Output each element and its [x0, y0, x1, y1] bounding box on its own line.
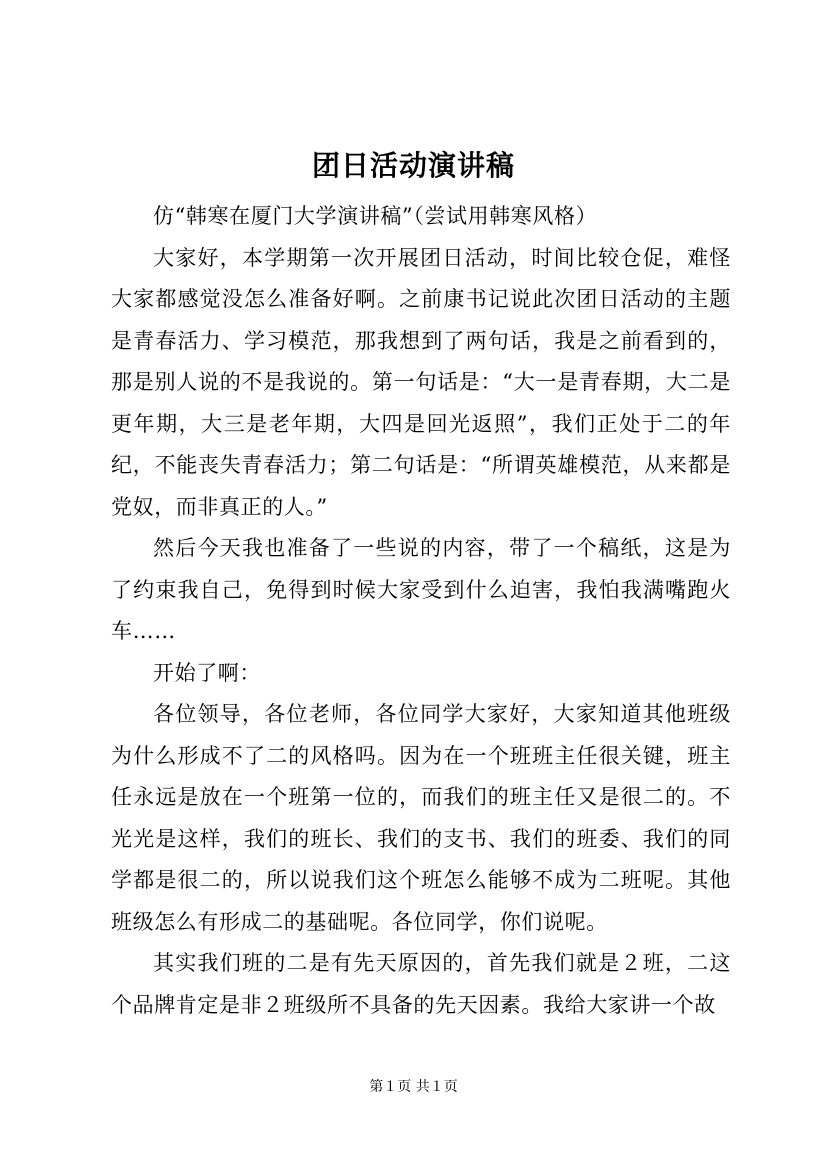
paragraph-subtitle: 仿“韩寒在厦门大学演讲稿”（尝试用韩寒风格） [153, 204, 598, 228]
paragraph: 大家好，本学期第一次开展团日活动，时间比较仓促，难怪大家都感觉没怎么准备好啊。之前康书记说此次团日活动的主题是青春活力、学习模范，那我想到了两句话，我是之前看到的，那是别人说的不是我说的。第一句话是：“大一是青春期，大二是更年期，大三是老年期，大四是回光返照”，我们正处于二的年纪，不能丧失青春活力；第二句话是：“所谓英雄模范，从来都是党奴，而非真正的人。” [111, 245, 731, 519]
paragraph: 开始了啊： [153, 660, 261, 685]
page-number-footer: 第１页 共１页 [369, 1079, 458, 1095]
paragraph: 然后今天我也准备了一些说的内容，带了一个稿纸，这是为了约束我自己，免得到时候大家受到什么迫害，我怕我满嘴跑火车…… [111, 536, 731, 643]
paragraph: 各位领导，各位老师，各位同学大家好，大家知道其他班级为什么形成不了二的风格吗。因为在一个班班主任很关键，班主任永远是放在一个班第一位的，而我们的班主任又是很二的。不光光是这样，我们的班长、我们的支书、我们的班委、我们的同学都是很二的，所以说我们这个班怎么能够不成为二班呢。其他班级怎么有形成二的基础呢。各位同学，你们说呢。 [111, 702, 731, 934]
document-body [111, 196, 731, 1026]
paragraph: 其实我们班的二是有先天原因的，首先我们就是２班，二这个品牌肯定是非２班级所不具备的先天因素。我给大家讲一个故 [111, 951, 731, 1017]
document-title: 团日活动演讲稿 [311, 149, 515, 182]
